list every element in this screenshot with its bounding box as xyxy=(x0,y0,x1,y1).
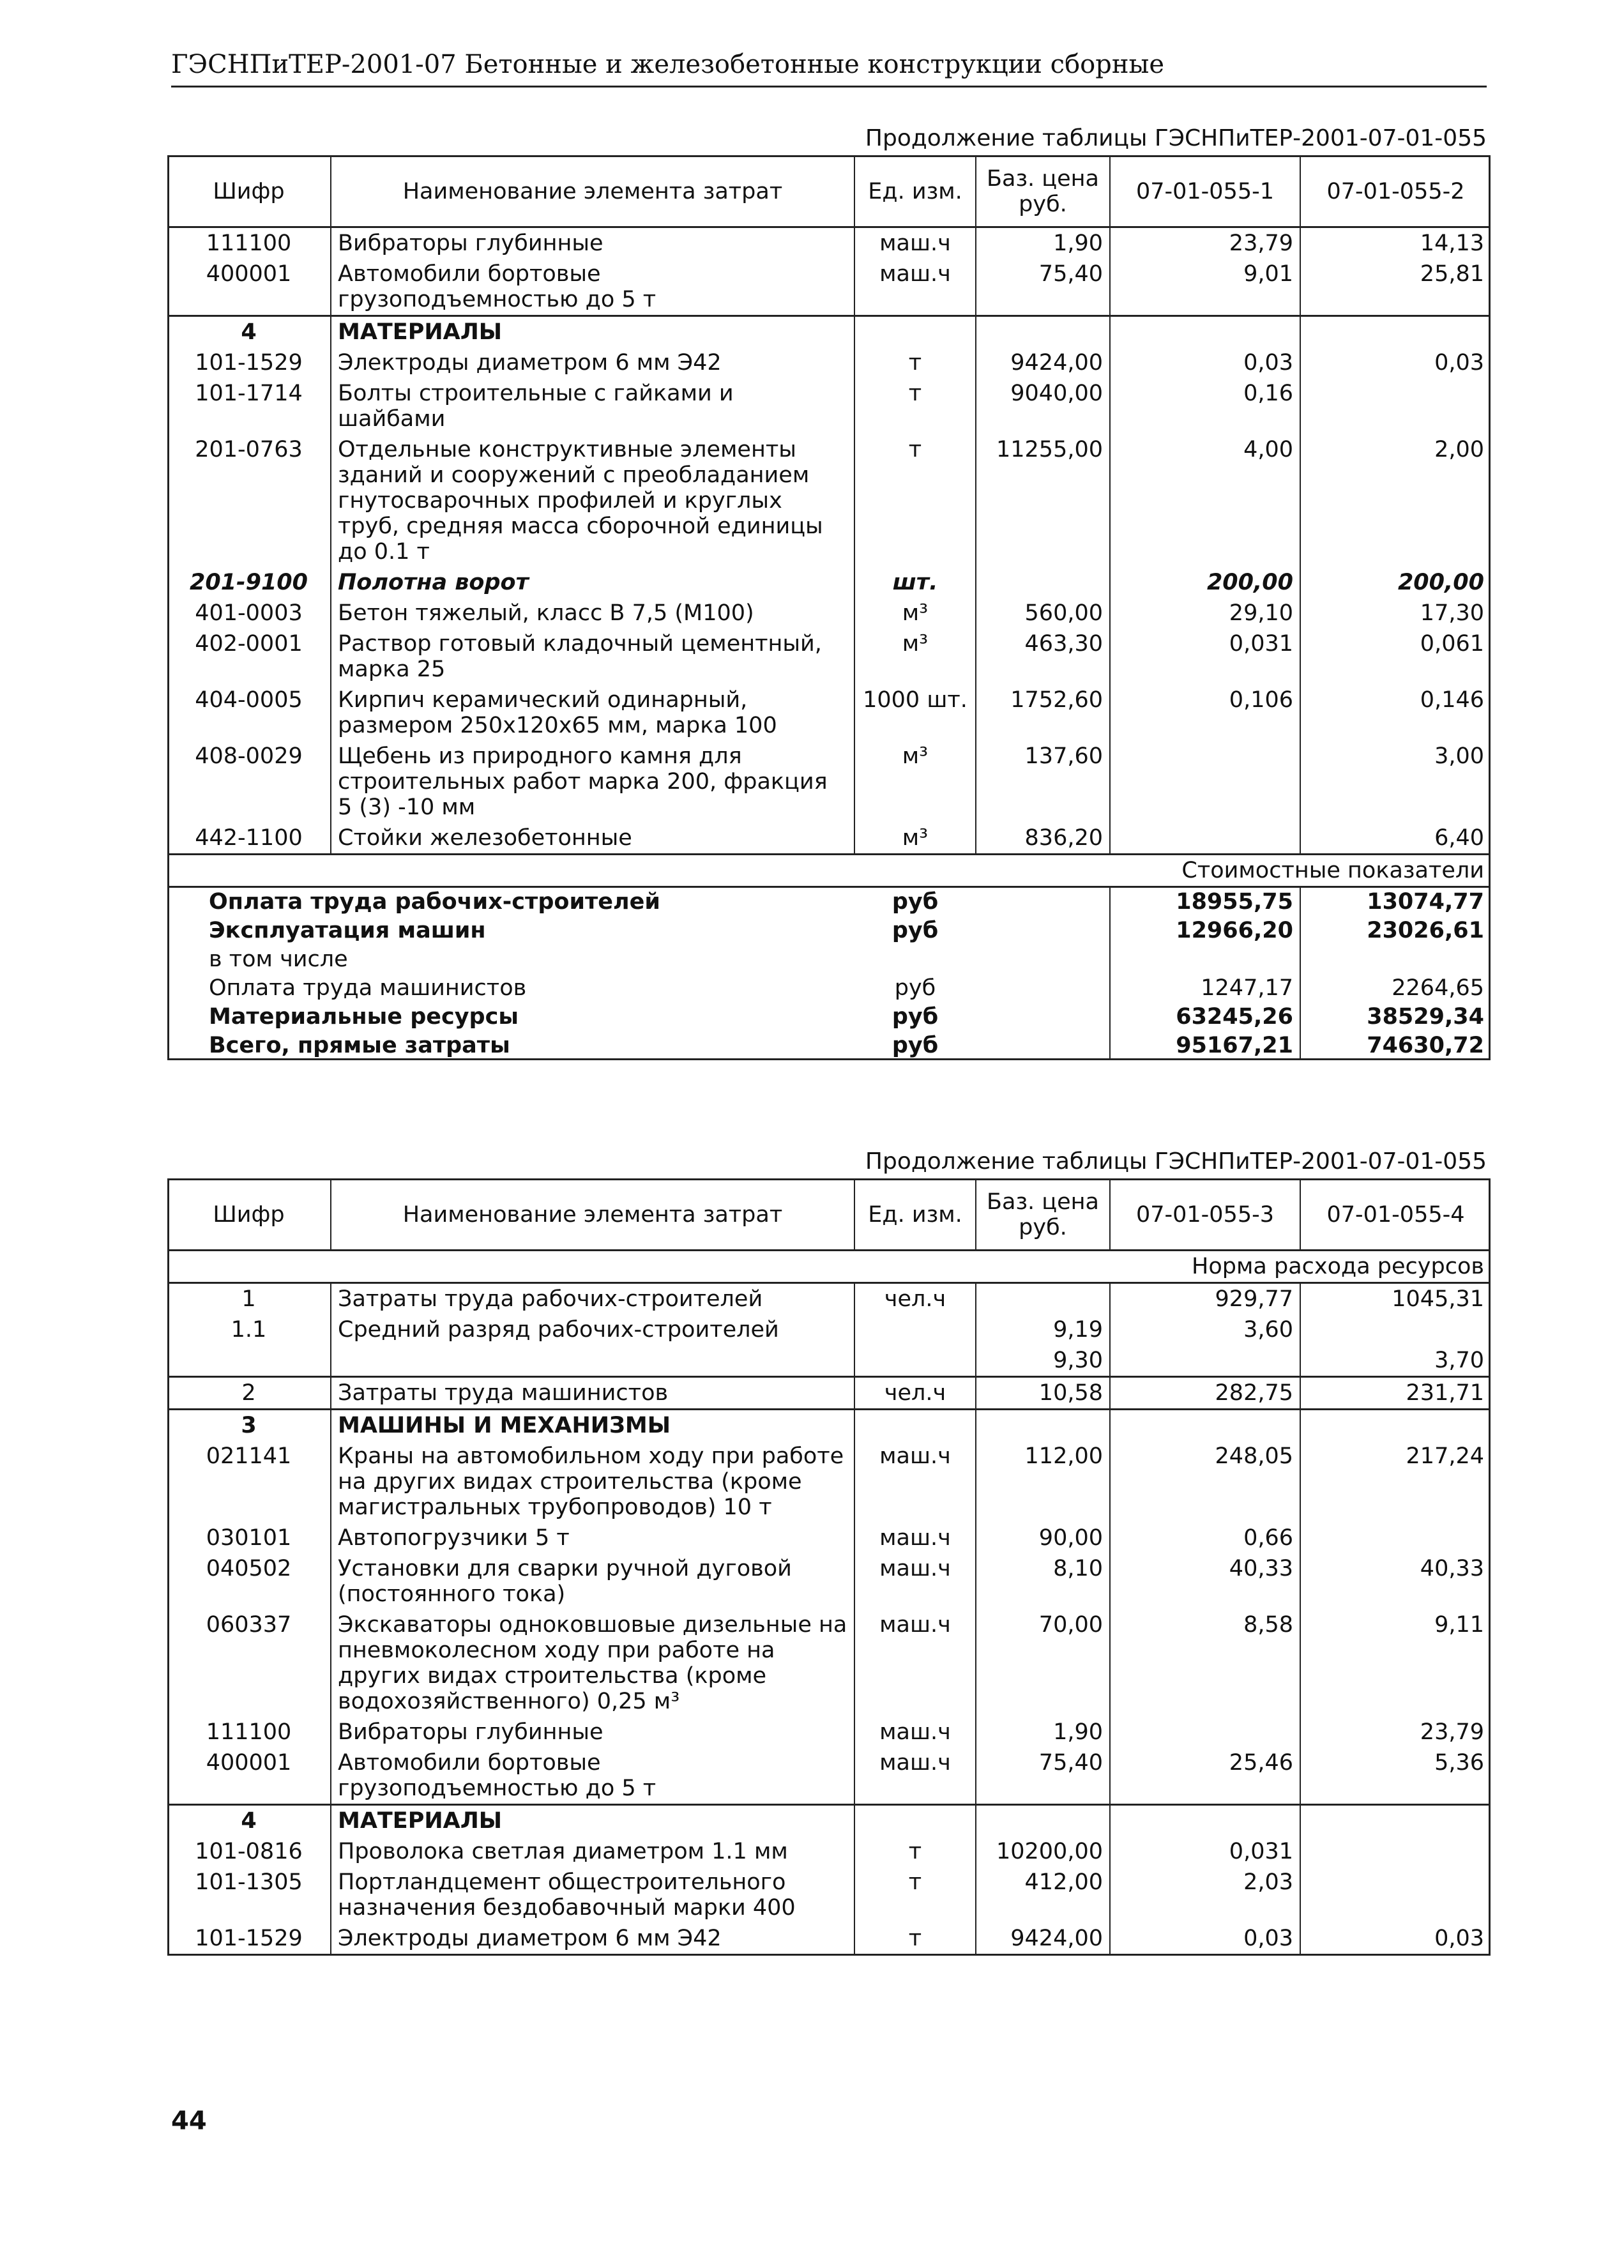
table-row: 101-1714 Болты строительные с гайками и шайбами т 9040,00 0,16 xyxy=(167,378,1491,434)
table-row: 101-1529 Электроды диаметром 6 мм Э42 т 9424,00 0,03 0,03 xyxy=(167,1923,1491,1955)
table-row: 030101 Автопогрузчики 5 т маш.ч 90,00 0,66 xyxy=(167,1523,1491,1553)
table-row: 101-1529 Электроды диаметром 6 мм Э42 т 9424,00 0,03 0,03 xyxy=(167,347,1491,378)
cost-row: Материальные ресурсы руб 63245,26 38529,34 xyxy=(167,1003,1491,1031)
norm-title-row: Норма расхода ресурсов xyxy=(167,1251,1491,1283)
col-v1: 07-01-055-1 xyxy=(1110,156,1300,227)
cost-row: Всего, прямые затраты руб 95167,21 74630,72 xyxy=(167,1031,1491,1060)
col-name: Наименование элемента затрат xyxy=(331,156,854,227)
cost-row: в том числе xyxy=(167,945,1491,974)
col-v1: 07-01-055-3 xyxy=(1110,1180,1300,1251)
col-unit: Ед. изм. xyxy=(854,156,976,227)
col-price: Баз. цена руб. xyxy=(976,1180,1110,1251)
section-row: 4 МАТЕРИАЛЫ xyxy=(167,1805,1491,1837)
table-row: 101-0816 Проволока светлая диаметром 1.1 мм т 10200,00 0,031 xyxy=(167,1836,1491,1867)
cost-row: Оплата труда машинистов руб 1247,17 2264,65 xyxy=(167,974,1491,1003)
table-row: 111100 Вибраторы глубинные маш.ч 1,90 23,79 xyxy=(167,1717,1491,1747)
table1 xyxy=(167,155,1491,1060)
col-code: Шифр xyxy=(167,156,331,227)
table-row: 111100 Вибраторы глубинные маш.ч 1,90 23,79 14,13 xyxy=(167,227,1491,259)
table-row: 060337 Экскаваторы одноковшовые дизельные на пневмоколесном ходу при работе на других видах строительства (кроме водохозяйственного) 0,25 м³ маш.ч 70,00 8,58 9,11 xyxy=(167,1610,1491,1717)
table-row: 9,30 3,70 xyxy=(167,1345,1491,1377)
col-code: Шифр xyxy=(167,1180,331,1251)
table-row: 040502 Установки для сварки ручной дуговой (постоянного тока) маш.ч 8,10 40,33 40,33 xyxy=(167,1553,1491,1610)
cost-row: Эксплуатация машин руб 12966,20 23026,61 xyxy=(167,917,1491,945)
col-unit: Ед. изм. xyxy=(854,1180,976,1251)
table-row: 101-1305 Портландцемент общестроительного назначения бездобавочный марки 400 т 412,00 2,03 xyxy=(167,1867,1491,1923)
table-row: 402-0001 Раствор готовый кладочный цементный, марка 25 м³ 463,30 0,031 0,061 xyxy=(167,628,1491,685)
table-row: 442-1100 Стойки железобетонные м³ 836,20 6,40 xyxy=(167,823,1491,855)
table1-continuation: Продолжение таблицы ГЭСНПиТЕР-2001-07-01-055 xyxy=(865,125,1487,151)
cost-title-row: Стоимостные показатели xyxy=(167,855,1491,887)
col-name: Наименование элемента затрат xyxy=(331,1180,854,1251)
col-v2: 07-01-055-2 xyxy=(1300,156,1491,227)
section-row: 3 МАШИНЫ И МЕХАНИЗМЫ xyxy=(167,1410,1491,1442)
table1-header-row xyxy=(167,156,1491,227)
table-row: 201-0763 Отдельные конструктивные элементы зданий и сооружений с преобладанием гнутосварочных профилей и круглых труб, средняя масса сборочной единицы до 0.1 т т 11255,00 4,00 2,00 xyxy=(167,434,1491,567)
section-row: 4 МАТЕРИАЛЫ xyxy=(167,316,1491,348)
table2 xyxy=(167,1178,1491,1956)
page-number: 44 xyxy=(171,2106,207,2136)
table-row: 408-0029 Щебень из природного камня для строительных работ марка 200, фракция 5 (3) -10 мм м³ 137,60 3,00 xyxy=(167,741,1491,823)
cost-row: Оплата труда рабочих-строителей руб 18955,75 13074,77 xyxy=(167,887,1491,917)
table-row: 201-9100 Полотна ворот шт. 200,00 200,00 xyxy=(167,567,1491,598)
table2-header-row xyxy=(167,1180,1491,1251)
col-v2: 07-01-055-4 xyxy=(1300,1180,1491,1251)
table-row: 400001 Автомобили бортовые грузоподъемностью до 5 т маш.ч 75,40 25,46 5,36 xyxy=(167,1747,1491,1805)
table-row: 021141 Краны на автомобильном ходу при работе на других видах строительства (кроме магистральных трубопроводов) 10 т маш.ч 112,00 248,05 217,24 xyxy=(167,1441,1491,1523)
table-row: 401-0003 Бетон тяжелый, класс В 7,5 (М100) м³ 560,00 29,10 17,30 xyxy=(167,598,1491,628)
table-row: 1.1 Средний разряд рабочих-строителей 9,19 3,60 xyxy=(167,1314,1491,1345)
table-row: 404-0005 Кирпич керамический одинарный, размером 250х120х65 мм, марка 100 1000 шт. 1752,60 0,106 0,146 xyxy=(167,685,1491,741)
table2-continuation: Продолжение таблицы ГЭСНПиТЕР-2001-07-01-055 xyxy=(865,1148,1487,1175)
table-row: 1 Затраты труда рабочих-строителей чел.ч 929,77 1045,31 xyxy=(167,1283,1491,1315)
table-row: 2 Затраты труда машинистов чел.ч 10,58 282,75 231,71 xyxy=(167,1377,1491,1410)
col-price: Баз. цена руб. xyxy=(976,156,1110,227)
table-row: 400001 Автомобили бортовые грузоподъемностью до 5 т маш.ч 75,40 9,01 25,81 xyxy=(167,259,1491,316)
running-header: ГЭСНПиТЕР-2001-07 Бетонные и железобетонные конструкции сборные xyxy=(171,43,1487,88)
